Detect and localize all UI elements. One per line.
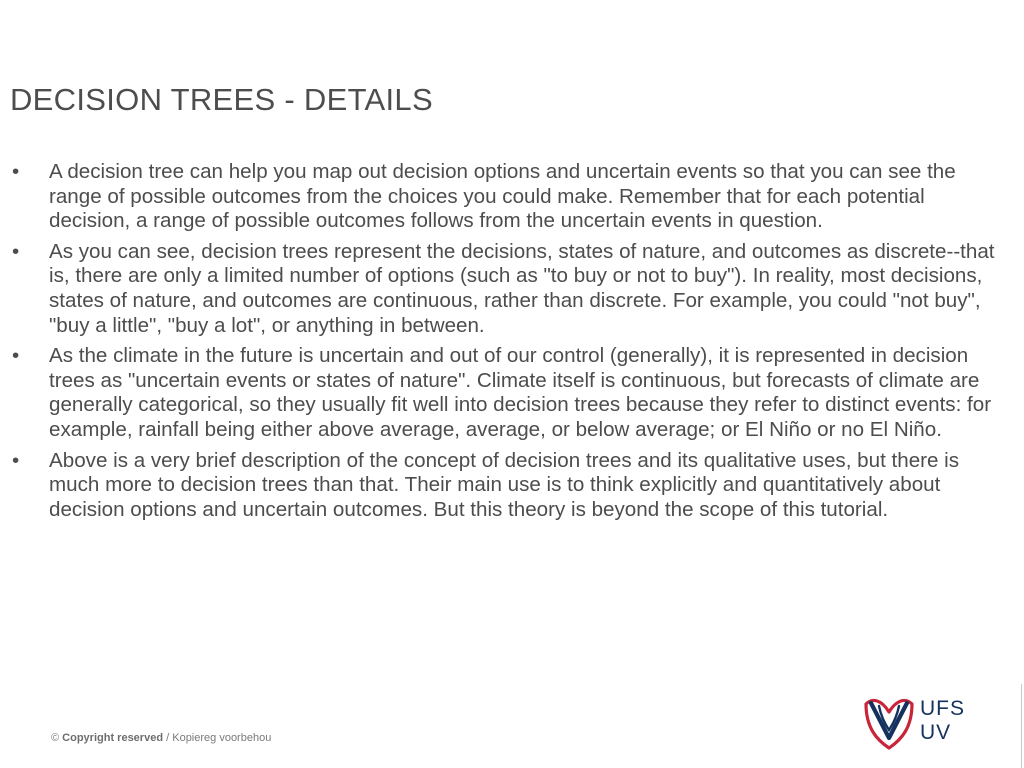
copyright-footer: [51, 732, 271, 744]
bullet-marker: •: [12, 239, 20, 263]
ufs-shield-icon: [863, 694, 915, 750]
copyright-symbol: ©: [51, 732, 60, 744]
bullet-item: [10, 344, 1006, 442]
bullet-text: As you can see, decision trees represent the decisions, states of nature, and outcomes as discrete--that is, there are only a limited number of options (such as "to buy or not to buy"). In reality, most decisions, states of nature, and outcomes are continuous, rather than discrete. For example, you could "not buy", "buy a little", "buy a lot", or anything in between.: [49, 239, 995, 337]
bullet-item: [10, 160, 1006, 234]
copyright-text: Copyright reserved: [62, 732, 164, 744]
bullet-marker: •: [12, 160, 20, 183]
bullet-marker: •: [12, 344, 20, 368]
edge-divider: [1021, 684, 1022, 768]
bullet-marker: •: [12, 448, 20, 472]
ufs-logo: [863, 694, 983, 750]
logo-text-ufs: UFS: [920, 697, 965, 720]
slide-title: DECISION TREES - DETAILS: [10, 82, 433, 117]
bullet-text: As the climate in the future is uncertain and out of our control (generally), it is represented in decision trees as "uncertain events or states of nature". Climate itself is continuous, but forecasts of climate are generally categorical, so they usually fit well into decision trees because they refer to distinct events: for example, rainfall being either above average, average, or below average; or El Niño or no El Niño.: [49, 344, 992, 441]
bullet-text: Above is a very brief description of the concept of decision trees and its qualitative uses, but there is much more to decision trees than that. Their main use is to think explicitly and quantitatively about decision options and uncertain outcomes. But this theory is beyond the scope of this tutorial.: [49, 448, 960, 521]
logo-text-uv: UV: [920, 721, 952, 744]
footer-separator: /: [166, 732, 170, 744]
bullet-list: [10, 160, 1006, 528]
afrikaans-copyright-text: Kopiereg voorbehou: [172, 732, 272, 744]
bullet-item: [10, 240, 1006, 338]
bullet-text: A decision tree can help you map out decision options and uncertain events so that you can see the range of possible outcomes from the choices you could make. Remember that for each potential decision, a range of possible outcomes follows from the uncertain events in question.: [49, 160, 956, 233]
bullet-item: [10, 449, 1006, 523]
